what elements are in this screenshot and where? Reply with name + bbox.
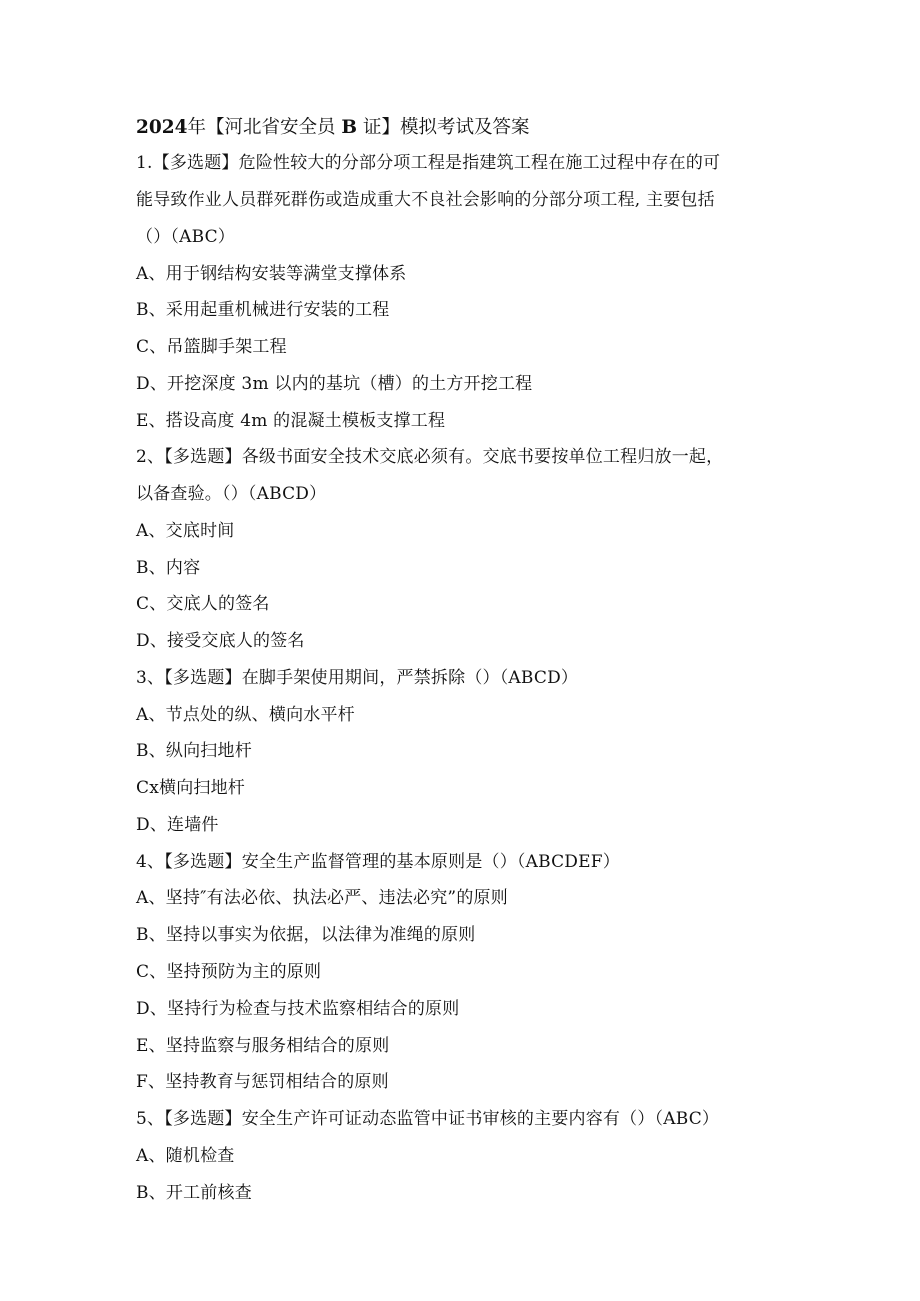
q4-option-b: B、坚持以事实为依据，以法律为准绳的原则 <box>136 925 476 945</box>
q2-option-d: D、接受交底人的签名 <box>136 631 305 651</box>
q2-option-b: B、内容 <box>136 558 201 578</box>
q3-option-a: A、节点处的纵、横向水平杆 <box>136 705 355 725</box>
title-b: B <box>341 117 358 138</box>
document-title <box>136 116 796 140</box>
q3-option-d: D、连墙件 <box>136 815 219 835</box>
title-year: 2024 <box>136 117 188 138</box>
q2-option-a: A、交底时间 <box>136 521 235 541</box>
q1-answer: （）（ABC） <box>136 227 235 247</box>
q2-line-2: 以备查验。（）（ABCD） <box>136 484 327 504</box>
title-mid: 年【河北省安全员 <box>187 117 336 138</box>
q1-option-a: A、用于钢结构安装等满堂支撑体系 <box>136 264 407 284</box>
q4-line-1: 4、【多选题】安全生产监督管理的基本原则是（）（ABCDEF） <box>136 852 620 872</box>
q1-option-d: D、开挖深度 3m 以内的基坑（槽）的土方开挖工程 <box>136 374 533 394</box>
q4-option-d: D、坚持行为检查与技术监察相结合的原则 <box>136 999 460 1019</box>
q3-option-b: B、纵向扫地杆 <box>136 741 252 761</box>
q1-line-2: 能导致作业人员群死群伤或造成重大不良社会影响的分部分项工程, 主要包括 <box>136 190 715 210</box>
q1-option-c: C、吊篮脚手架工程 <box>136 337 287 357</box>
q2-line-1: 2、【多选题】各级书面安全技术交底必须有。交底书要按单位工程归放一起， <box>136 447 724 467</box>
q3-line-1: 3、【多选题】在脚手架使用期间，严禁拆除（）（ABCD） <box>136 668 579 688</box>
q4-option-a: A、坚持″有法必依、执法必严、违法必究”的原则 <box>136 888 508 908</box>
q5-option-a: A、随机检查 <box>136 1146 235 1166</box>
q4-option-f: F、坚持教育与惩罚相结合的原则 <box>136 1072 389 1092</box>
q5-option-b: B、开工前核查 <box>136 1183 252 1203</box>
q1-line-1: 1.【多选题】危险性较大的分部分项工程是指建筑工程在施工过程中存在的可 <box>136 153 721 173</box>
q1-option-b: B、采用起重机械进行安装的工程 <box>136 300 390 320</box>
q5-line-1: 5、【多选题】安全生产许可证动态监管中证书审核的主要内容有（）（ABC） <box>136 1109 720 1129</box>
q4-option-c: C、坚持预防为主的原则 <box>136 962 322 982</box>
q2-option-c: C、交底人的签名 <box>136 594 270 614</box>
q1-option-e: E、搭设高度 4m 的混凝土模板支撑工程 <box>136 411 446 431</box>
q3-option-c: Cx横向扫地杆 <box>136 778 245 798</box>
q4-option-e: E、坚持监察与服务相结合的原则 <box>136 1036 390 1056</box>
title-end: 证】模拟考试及答案 <box>362 117 530 138</box>
